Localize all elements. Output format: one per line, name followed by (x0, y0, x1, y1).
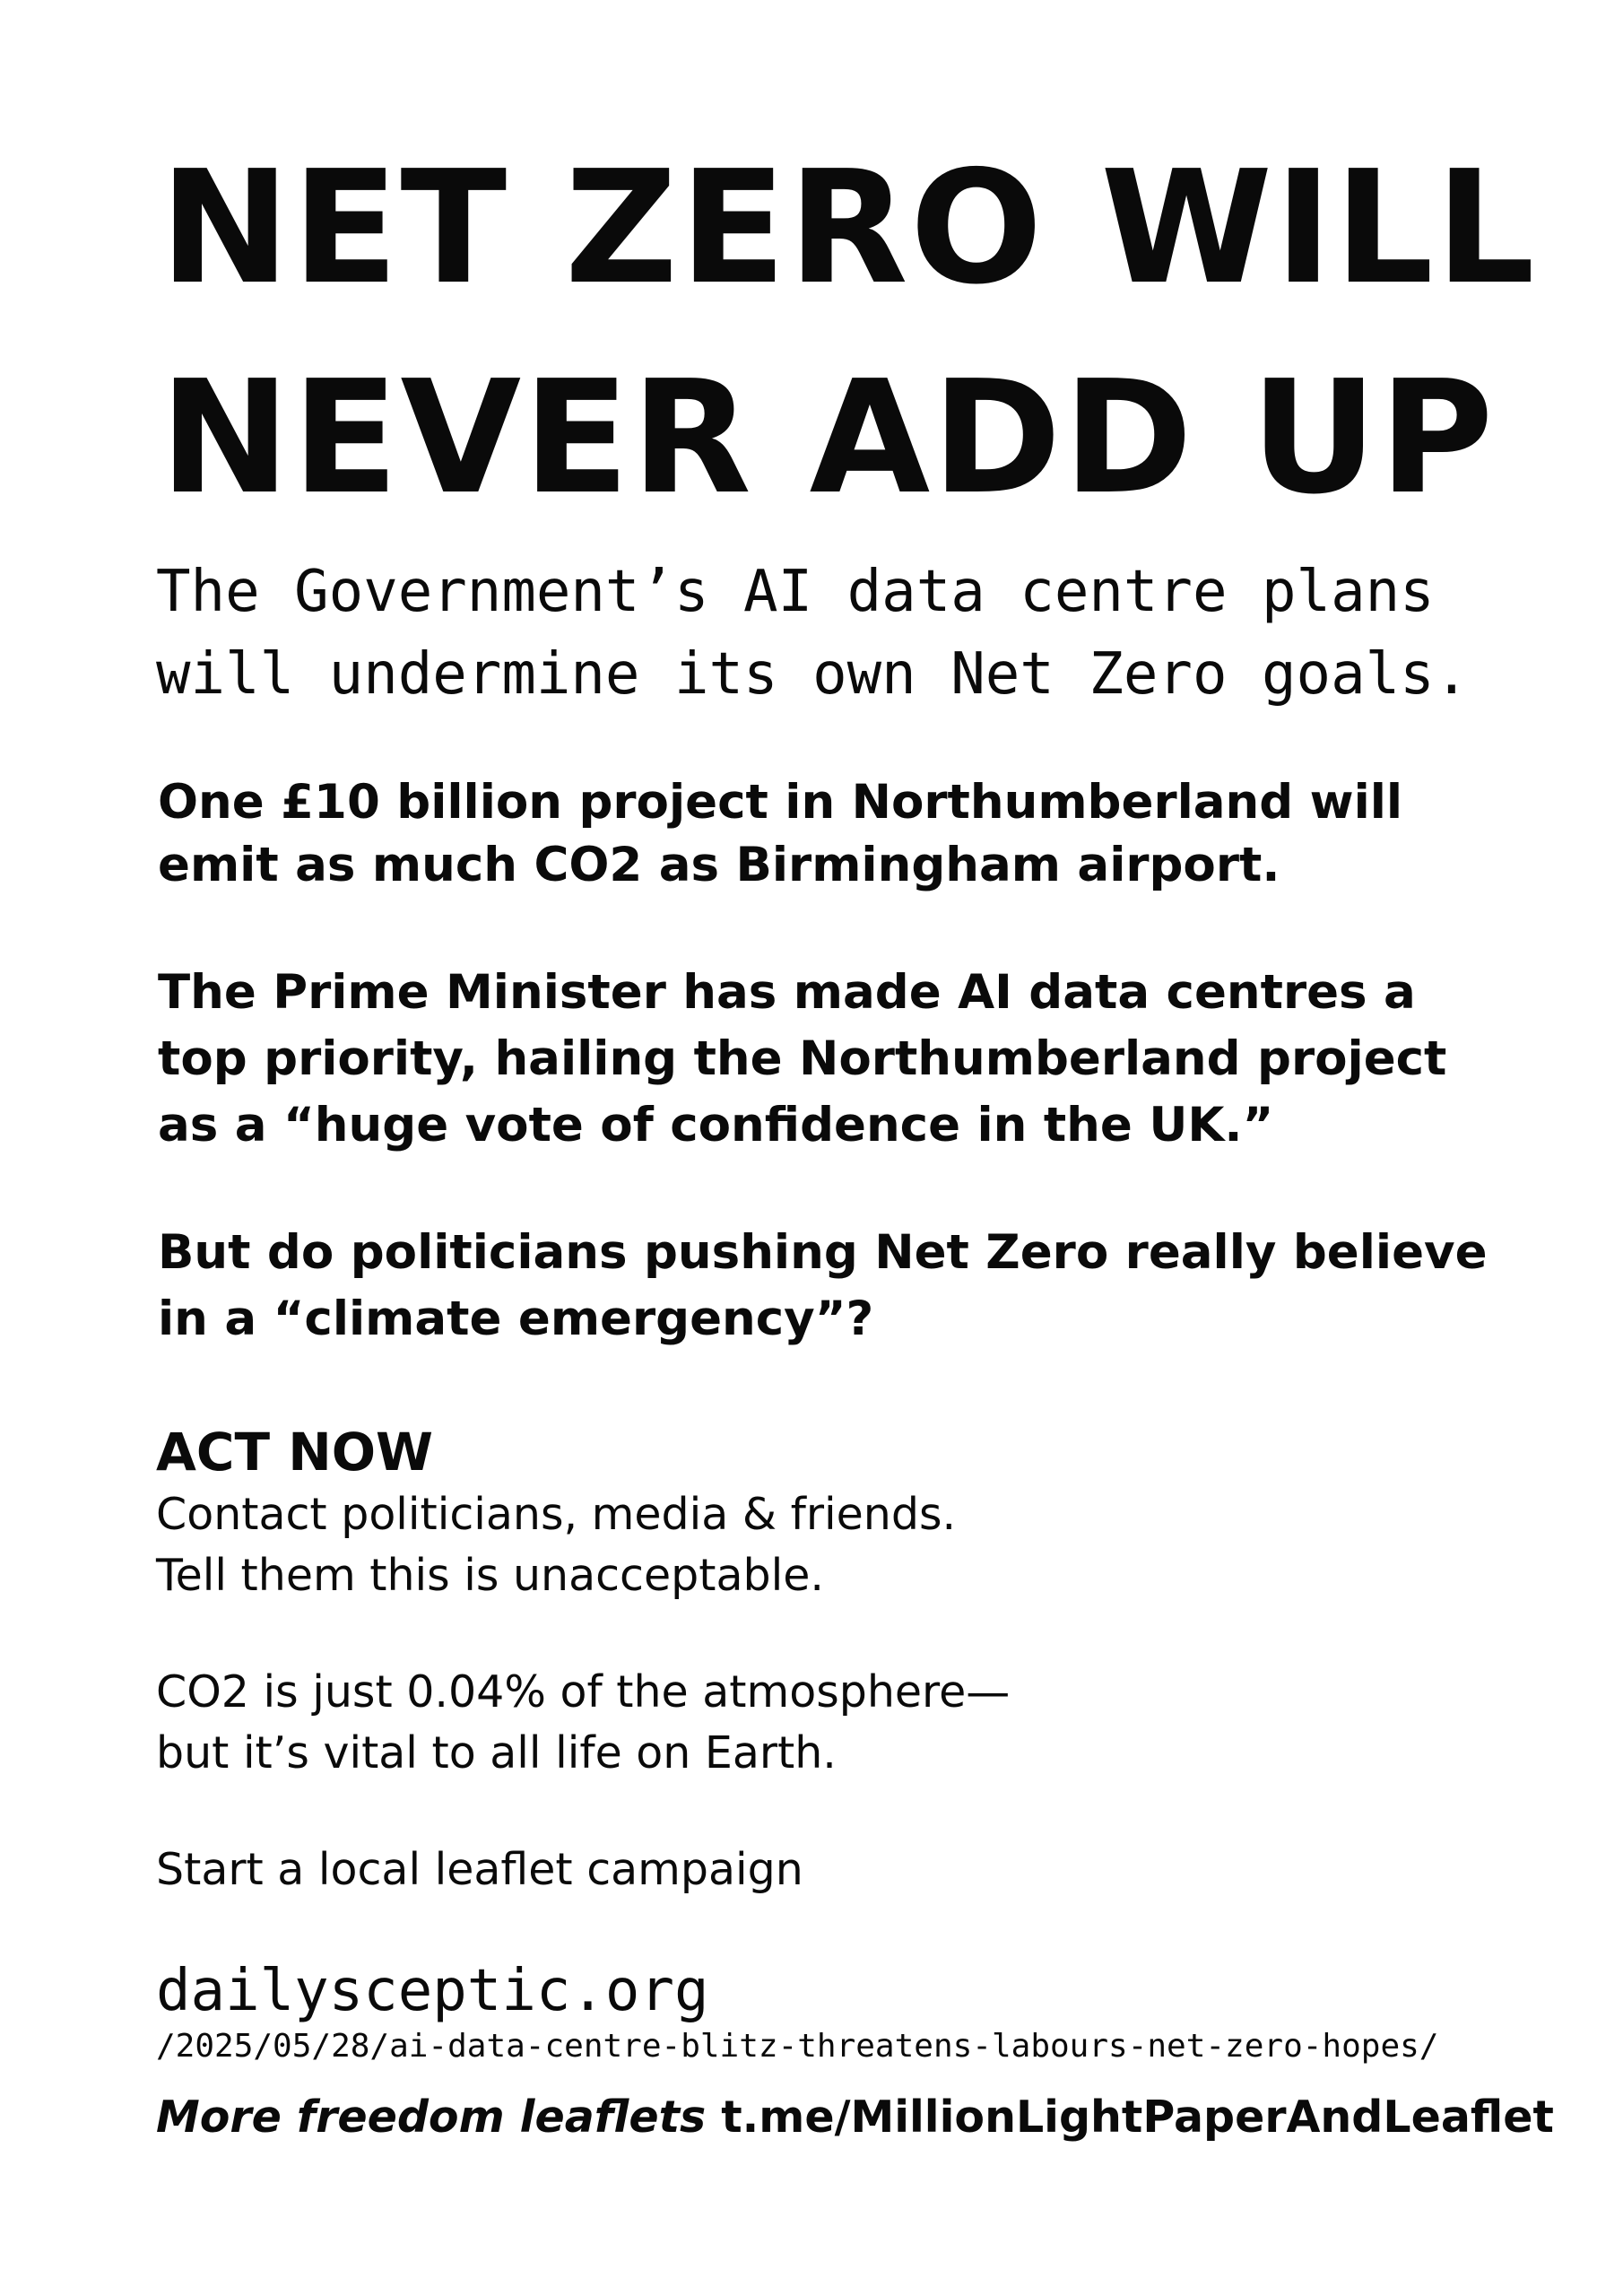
paragraph-2-line-2: top priority, hailing the Northumberland project (158, 1031, 1447, 1086)
paragraph-1-line-2: emit as much CO2 as Birmingham airport. (158, 838, 1280, 892)
footer (156, 2092, 1554, 2143)
paragraph-1-line-1: One £10 billion project in Northumberland will (158, 775, 1403, 830)
contact-line-1: Contact politicians, media & friends. (156, 1489, 957, 1540)
footer-label: More freedom leaflets (156, 2092, 707, 2143)
co2-line-1: CO2 is just 0.04% of the atmosphere— (156, 1666, 1011, 1718)
paragraph-3-line-2: in a “climate emergency”? (158, 1292, 874, 1346)
co2-line-2: but it’s vital to all life on Earth. (156, 1727, 837, 1779)
contact-line-2: Tell them this is unacceptable. (156, 1550, 824, 1601)
paragraph-2-line-1: The Prime Minister has made AI data centres a (158, 965, 1416, 1020)
source-path: /2025/05/28/ai-data-centre-blitz-threatens-labours-net-zero-hopes/ (156, 2028, 1439, 2065)
source-site: dailysceptic.org (156, 1958, 709, 2024)
paragraph-3-line-1: But do politicians pushing Net Zero really believe (158, 1225, 1488, 1280)
subtitle-line-2: will undermine its own Net Zero goals. (156, 641, 1470, 708)
footer-link: t.me/MillionLightPaperAndLeaflet (721, 2092, 1554, 2143)
act-now-heading: ACT NOW (156, 1422, 434, 1483)
headline-line-2: NEVER ADD UP (160, 347, 1496, 529)
paragraph-2-line-3: as a “huge vote of confidence in the UK.” (158, 1098, 1274, 1152)
headline-line-1: NET ZERO WILL (160, 137, 1537, 319)
subtitle-line-1: The Government’s AI data centre plans (156, 559, 1435, 625)
leaflet-campaign-line: Start a local leaflet campaign (156, 1844, 803, 1895)
